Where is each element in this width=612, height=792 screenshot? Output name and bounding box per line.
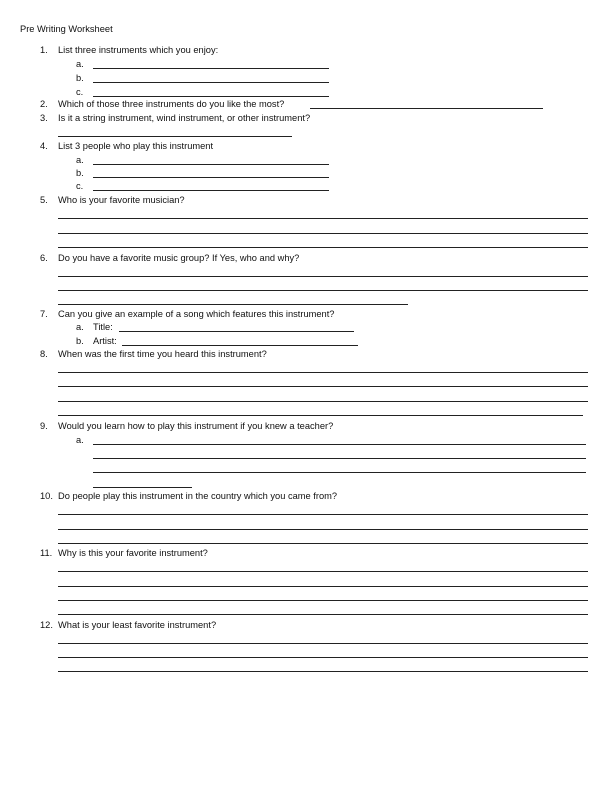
- q9-answer-line-2[interactable]: [93, 458, 586, 459]
- q9-answer-line-4[interactable]: [93, 487, 192, 488]
- q5-answer-line-3[interactable]: [58, 247, 588, 248]
- q9-number: 9.: [40, 421, 48, 431]
- q2-number: 2.: [40, 99, 48, 109]
- q5-text: Who is your favorite musician?: [58, 195, 185, 205]
- q4-c-answer-line[interactable]: [93, 190, 329, 191]
- q4-a-label: a.: [76, 155, 84, 165]
- worksheet-title: Pre Writing Worksheet: [20, 24, 113, 34]
- q3-text: Is it a string instrument, wind instrument, or other instrument?: [58, 113, 311, 123]
- q12-text: What is your least favorite instrument?: [58, 620, 217, 630]
- q7-a-label: a.: [76, 322, 84, 332]
- q4-b-answer-line[interactable]: [93, 177, 329, 178]
- q11-answer-line-1[interactable]: [58, 571, 588, 572]
- q10-number: 10.: [40, 491, 53, 501]
- q5-number: 5.: [40, 195, 48, 205]
- q10-text: Do people play this instrument in the country which you came from?: [58, 491, 338, 501]
- q11-number: 11.: [40, 548, 53, 558]
- q9-answer-line-1[interactable]: [93, 444, 586, 445]
- q7-artist-label: Artist:: [93, 336, 117, 346]
- q12-number: 12.: [40, 620, 53, 630]
- q7-title-label: Title:: [93, 322, 113, 332]
- q4-c-label: c.: [76, 181, 84, 191]
- q4-text: List 3 people who play this instrument: [58, 141, 214, 151]
- q7-number: 7.: [40, 309, 48, 319]
- q9-text: Would you learn how to play this instrument if you knew a teacher?: [58, 421, 334, 431]
- q1-a-label: a.: [76, 59, 84, 69]
- q6-text: Do you have a favorite music group? If Yes, who and why?: [58, 253, 300, 263]
- q7-b-label: b.: [76, 336, 84, 346]
- q11-answer-line-4[interactable]: [58, 614, 588, 615]
- q8-answer-line-3[interactable]: [58, 401, 588, 402]
- q8-answer-line-4[interactable]: [58, 415, 583, 416]
- q8-answer-line-2[interactable]: [58, 386, 588, 387]
- q7-text: Can you give an example of a song which features this instrument?: [58, 309, 335, 319]
- q9-a-label: a.: [76, 435, 84, 445]
- q7-artist-answer-line[interactable]: [122, 345, 358, 346]
- q3-number: 3.: [40, 113, 48, 123]
- q8-answer-line-1[interactable]: [58, 372, 588, 373]
- q6-answer-line-2[interactable]: [58, 290, 588, 291]
- q1-c-label: c.: [76, 87, 84, 97]
- q12-answer-line-3[interactable]: [58, 671, 588, 672]
- q11-answer-line-2[interactable]: [58, 586, 588, 587]
- q1-number: 1.: [40, 45, 48, 55]
- q7-title-answer-line[interactable]: [119, 331, 354, 332]
- q1-c-answer-line[interactable]: [93, 96, 329, 97]
- q4-number: 4.: [40, 141, 48, 151]
- q4-b-label: b.: [76, 168, 84, 178]
- q5-answer-line-2[interactable]: [58, 233, 588, 234]
- q2-answer-line[interactable]: [310, 108, 543, 109]
- q10-answer-line-2[interactable]: [58, 529, 588, 530]
- q2-text: Which of those three instruments do you like the most?: [58, 99, 285, 109]
- q11-text: Why is this your favorite instrument?: [58, 548, 208, 558]
- q6-number: 6.: [40, 253, 48, 263]
- q1-b-label: b.: [76, 73, 84, 83]
- q11-answer-line-3[interactable]: [58, 600, 588, 601]
- q8-number: 8.: [40, 349, 48, 359]
- q6-answer-line-1[interactable]: [58, 276, 588, 277]
- q10-answer-line-3[interactable]: [58, 543, 588, 544]
- q1-b-answer-line[interactable]: [93, 82, 329, 83]
- q12-answer-line-1[interactable]: [58, 643, 588, 644]
- q5-answer-line-1[interactable]: [58, 218, 588, 219]
- q4-a-answer-line[interactable]: [93, 164, 329, 165]
- q1-a-answer-line[interactable]: [93, 68, 329, 69]
- q6-answer-line-3[interactable]: [58, 304, 408, 305]
- q12-answer-line-2[interactable]: [58, 657, 588, 658]
- q3-answer-line[interactable]: [58, 136, 292, 137]
- q9-answer-line-3[interactable]: [93, 472, 586, 473]
- q8-text: When was the first time you heard this instrument?: [58, 349, 267, 359]
- q10-answer-line-1[interactable]: [58, 514, 588, 515]
- q1-text: List three instruments which you enjoy:: [58, 45, 219, 55]
